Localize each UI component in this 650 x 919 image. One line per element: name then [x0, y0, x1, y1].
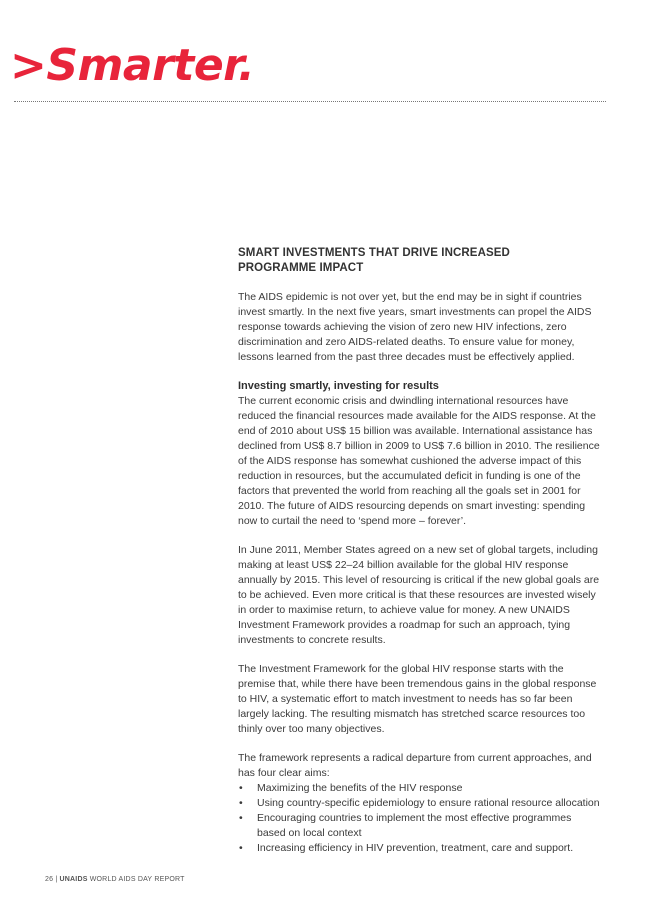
- list-item-text: Maximizing the benefits of the HIV response: [257, 782, 463, 794]
- bullet-icon: •: [239, 797, 243, 809]
- intro-paragraph: The AIDS epidemic is not over yet, but the end may be in sight if countries invest smartly. In the next five years, smart investments can propel the AIDS response towards achieving the vision of zero new HIV infections, zero discrimination and zero AIDS-related deaths. To ensure value for money, lessons learned from the past three decades must be effectively applied.: [238, 291, 592, 363]
- dotted-divider: [14, 101, 606, 102]
- paragraph-targets: In June 2011, Member States agreed on a new set of global targets, including making at least US$ 22–24 billion available for the global HIV response annually by 2015. This level of resourcing is critical if the new global goals are to be achieved. Even more critical is that these resources are invested wisely in order to maximise return, to achieve value for money. A new UNAIDS Investment Framework provides a roadmap for such an approach, tying investments to concrete results.: [238, 544, 600, 646]
- section-heading-line1: SMART INVESTMENTS THAT DRIVE INCREASED: [238, 247, 510, 259]
- list-item: [238, 781, 600, 796]
- list-item: [238, 811, 600, 841]
- footer-separator: |: [55, 876, 58, 883]
- page-headline: >Smarter.: [10, 40, 255, 91]
- paragraph-aims: The framework represents a radical departure from current approaches, and has four clear aims:: [238, 752, 592, 779]
- paragraph-funding: The current economic crisis and dwindling international resources have reduced the financial resources made available for the AIDS response. At the end of 2010 about US$ 15 billion was available. International assistance has declined from US$ 8.7 billion in 2009 to US$ 7.6 billion in 2010. The resilience of the AIDS response has somewhat cushioned the adverse impact of this reduction in resources, but the accumulated deficit in funding is one of the factors that prevented the world from reaching all the goals set in 2001 for 2010. The future of AIDS resourcing depends on smart investing: spending now to curtail the need to ‘spend more – forever’.: [238, 395, 600, 527]
- list-item-text: Encouraging countries to implement the most effective programmes based on local context: [257, 812, 572, 839]
- list-item: [238, 796, 600, 811]
- list-item-text: Increasing efficiency in HIV prevention, treatment, care and support.: [257, 842, 574, 854]
- section-heading-line2: PROGRAMME IMPACT: [238, 262, 364, 274]
- section-heading: [238, 246, 600, 276]
- paragraph-framework: The Investment Framework for the global HIV response starts with the premise that, while there have been tremendous gains in the global response to HIV, a systematic effort to match investment to needs has so far been largely lacking. The resulting mismatch has stretched scarce resources too thinly over too many objectives.: [238, 663, 597, 735]
- aims-list: [238, 781, 600, 856]
- bullet-icon: •: [239, 812, 243, 824]
- bullet-icon: •: [239, 782, 243, 794]
- footer-title: WORLD AIDS DAY REPORT: [89, 876, 185, 883]
- page-number: 26: [45, 876, 54, 883]
- bullet-icon: •: [239, 842, 243, 854]
- page-footer: [45, 876, 185, 883]
- list-item-text: Using country-specific epidemiology to ensure rational resource allocation: [257, 797, 600, 809]
- subheading: Investing smartly, investing for results: [238, 380, 439, 392]
- list-item: [238, 841, 600, 856]
- article-body: [238, 246, 600, 856]
- footer-brand: UNAIDS: [59, 876, 88, 883]
